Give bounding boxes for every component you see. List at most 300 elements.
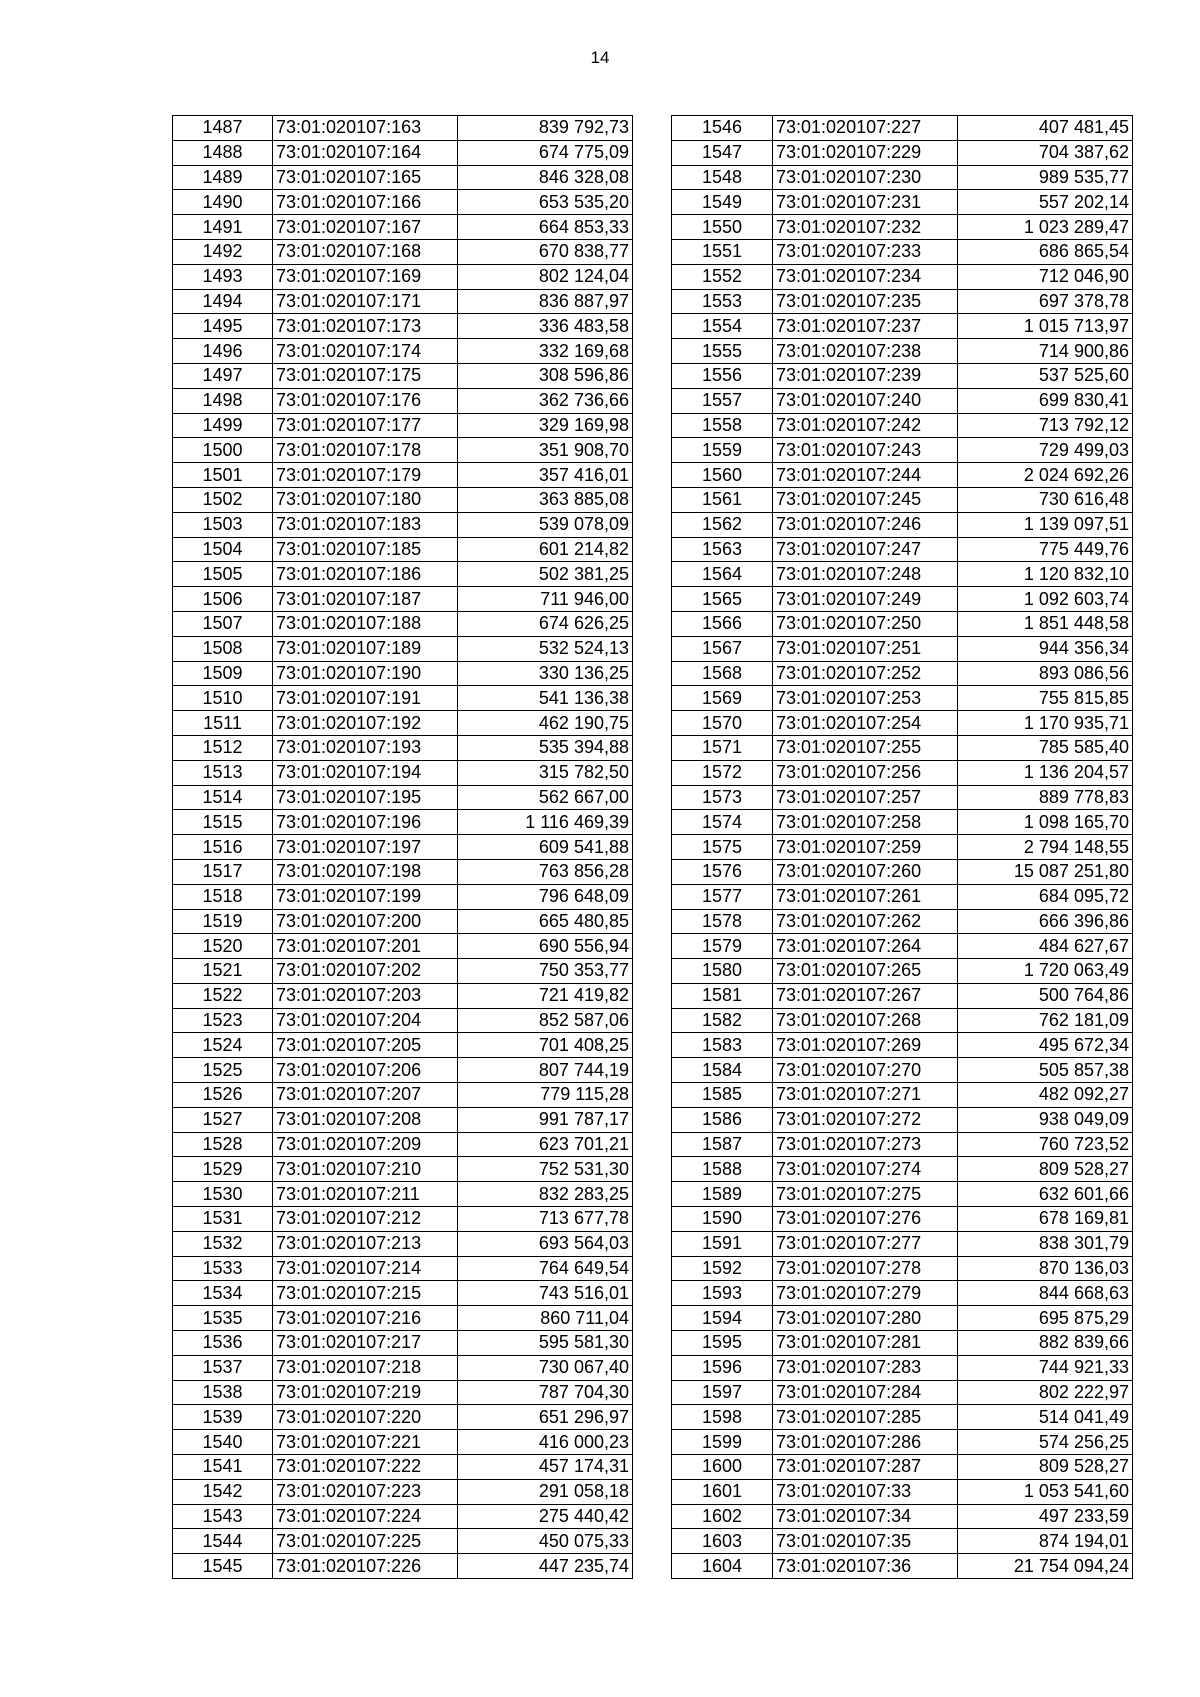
table-row	[173, 537, 633, 562]
row-number-cell: 1514	[173, 785, 273, 810]
value-cell: 670 838,77	[458, 239, 633, 264]
value-cell: 609 541,88	[458, 835, 633, 860]
row-number-cell: 1506	[173, 587, 273, 612]
cadastral-number-cell: 73:01:020107:283	[773, 1355, 958, 1380]
row-number-cell: 1538	[173, 1380, 273, 1405]
row-number-cell: 1493	[173, 264, 273, 289]
value-cell: 595 581,30	[458, 1331, 633, 1356]
row-number-cell: 1570	[672, 711, 773, 736]
table-row	[672, 1529, 1133, 1554]
cadastral-number-cell: 73:01:020107:273	[773, 1132, 958, 1157]
row-number-cell: 1495	[173, 314, 273, 339]
cadastral-number-cell: 73:01:020107:254	[773, 711, 958, 736]
cadastral-number-cell: 73:01:020107:252	[773, 661, 958, 686]
value-cell: 1 015 713,97	[958, 314, 1133, 339]
row-number-cell: 1584	[672, 1058, 773, 1083]
row-number-cell: 1524	[173, 1033, 273, 1058]
cadastral-number-cell: 73:01:020107:253	[773, 686, 958, 711]
cadastral-number-cell: 73:01:020107:223	[273, 1479, 458, 1504]
table-row	[173, 463, 633, 488]
table-row	[672, 1405, 1133, 1430]
cadastral-number-cell: 73:01:020107:268	[773, 1008, 958, 1033]
value-cell: 839 792,73	[458, 116, 633, 141]
table-row	[672, 1207, 1133, 1232]
value-cell: 701 408,25	[458, 1033, 633, 1058]
row-number-cell: 1598	[672, 1405, 773, 1430]
row-number-cell: 1504	[173, 537, 273, 562]
value-cell: 844 668,63	[958, 1281, 1133, 1306]
value-cell: 601 214,82	[458, 537, 633, 562]
table-row	[672, 1554, 1133, 1579]
value-cell: 362 736,66	[458, 388, 633, 413]
cadastral-number-cell: 73:01:020107:259	[773, 835, 958, 860]
row-number-cell: 1518	[173, 884, 273, 909]
table-row	[672, 884, 1133, 909]
row-number-cell: 1543	[173, 1504, 273, 1529]
table-row	[173, 1355, 633, 1380]
cadastral-number-cell: 73:01:020107:200	[273, 909, 458, 934]
cadastral-number-cell: 73:01:020107:232	[773, 215, 958, 240]
value-cell: 1 851 448,58	[958, 611, 1133, 636]
row-number-cell: 1546	[672, 116, 773, 141]
value-cell: 275 440,42	[458, 1504, 633, 1529]
cadastral-number-cell: 73:01:020107:166	[273, 190, 458, 215]
value-cell: 457 174,31	[458, 1455, 633, 1480]
cadastral-number-cell: 73:01:020107:224	[273, 1504, 458, 1529]
row-number-cell: 1568	[672, 661, 773, 686]
cadastral-number-cell: 73:01:020107:33	[773, 1479, 958, 1504]
row-number-cell: 1567	[672, 636, 773, 661]
value-cell: 860 711,04	[458, 1306, 633, 1331]
row-number-cell: 1595	[672, 1331, 773, 1356]
row-number-cell: 1557	[672, 388, 773, 413]
cadastral-number-cell: 73:01:020107:215	[273, 1281, 458, 1306]
value-cell: 2 794 148,55	[958, 835, 1133, 860]
row-number-cell: 1545	[173, 1554, 273, 1579]
value-cell: 1 170 935,71	[958, 711, 1133, 736]
row-number-cell: 1560	[672, 463, 773, 488]
row-number-cell: 1590	[672, 1207, 773, 1232]
value-cell: 674 775,09	[458, 140, 633, 165]
cadastral-number-cell: 73:01:020107:167	[273, 215, 458, 240]
cadastral-number-cell: 73:01:020107:177	[273, 413, 458, 438]
cadastral-number-cell: 73:01:020107:231	[773, 190, 958, 215]
table-row	[173, 611, 633, 636]
cadastral-number-cell: 73:01:020107:186	[273, 562, 458, 587]
row-number-cell: 1597	[672, 1380, 773, 1405]
cadastral-number-cell: 73:01:020107:36	[773, 1554, 958, 1579]
row-number-cell: 1586	[672, 1107, 773, 1132]
row-number-cell: 1599	[672, 1430, 773, 1455]
cadastral-number-cell: 73:01:020107:179	[273, 463, 458, 488]
value-cell: 787 704,30	[458, 1380, 633, 1405]
cadastral-number-cell: 73:01:020107:277	[773, 1231, 958, 1256]
row-number-cell: 1494	[173, 289, 273, 314]
value-cell: 336 483,58	[458, 314, 633, 339]
table-row	[672, 983, 1133, 1008]
row-number-cell: 1594	[672, 1306, 773, 1331]
table-row	[173, 909, 633, 934]
row-number-cell: 1601	[672, 1479, 773, 1504]
row-number-cell: 1532	[173, 1231, 273, 1256]
cadastral-number-cell: 73:01:020107:275	[773, 1182, 958, 1207]
table-row	[672, 438, 1133, 463]
cadastral-number-cell: 73:01:020107:218	[273, 1355, 458, 1380]
value-cell: 315 782,50	[458, 760, 633, 785]
cadastral-number-cell: 73:01:020107:164	[273, 140, 458, 165]
cadastral-number-cell: 73:01:020107:256	[773, 760, 958, 785]
value-cell: 807 744,19	[458, 1058, 633, 1083]
cadastral-number-cell: 73:01:020107:234	[773, 264, 958, 289]
cadastral-number-cell: 73:01:020107:209	[273, 1132, 458, 1157]
table-row	[672, 1306, 1133, 1331]
table-row	[173, 239, 633, 264]
row-number-cell: 1587	[672, 1132, 773, 1157]
value-cell: 532 524,13	[458, 636, 633, 661]
row-number-cell: 1499	[173, 413, 273, 438]
cadastral-number-cell: 73:01:020107:249	[773, 587, 958, 612]
table-row	[672, 1033, 1133, 1058]
table-row	[672, 1504, 1133, 1529]
cadastral-number-cell: 73:01:020107:280	[773, 1306, 958, 1331]
cadastral-number-cell: 73:01:020107:260	[773, 859, 958, 884]
cadastral-number-cell: 73:01:020107:272	[773, 1107, 958, 1132]
table-row	[672, 1083, 1133, 1108]
cadastral-number-cell: 73:01:020107:176	[273, 388, 458, 413]
row-number-cell: 1572	[672, 760, 773, 785]
table-row	[672, 215, 1133, 240]
cadastral-number-cell: 73:01:020107:222	[273, 1455, 458, 1480]
table-row	[173, 1083, 633, 1108]
cadastral-number-cell: 73:01:020107:171	[273, 289, 458, 314]
cadastral-number-cell: 73:01:020107:230	[773, 165, 958, 190]
row-number-cell: 1565	[672, 587, 773, 612]
row-number-cell: 1603	[672, 1529, 773, 1554]
table-row	[173, 388, 633, 413]
row-number-cell: 1558	[672, 413, 773, 438]
table-row	[672, 314, 1133, 339]
table-row	[672, 165, 1133, 190]
value-cell: 695 875,29	[958, 1306, 1133, 1331]
value-cell: 944 356,34	[958, 636, 1133, 661]
value-cell: 775 449,76	[958, 537, 1133, 562]
cadastral-number-cell: 73:01:020107:163	[273, 116, 458, 141]
row-number-cell: 1490	[173, 190, 273, 215]
value-cell: 743 516,01	[458, 1281, 633, 1306]
cadastral-number-cell: 73:01:020107:192	[273, 711, 458, 736]
row-number-cell: 1498	[173, 388, 273, 413]
cadastral-number-cell: 73:01:020107:199	[273, 884, 458, 909]
row-number-cell: 1592	[672, 1256, 773, 1281]
row-number-cell: 1552	[672, 264, 773, 289]
table-row	[173, 1405, 633, 1430]
cadastral-number-cell: 73:01:020107:238	[773, 339, 958, 364]
value-cell: 852 587,06	[458, 1008, 633, 1033]
value-cell: 1 720 063,49	[958, 959, 1133, 984]
cadastral-number-cell: 73:01:020107:248	[773, 562, 958, 587]
cadastral-number-cell: 73:01:020107:211	[273, 1182, 458, 1207]
row-number-cell: 1525	[173, 1058, 273, 1083]
row-number-cell: 1569	[672, 686, 773, 711]
value-cell: 699 830,41	[958, 388, 1133, 413]
row-number-cell: 1517	[173, 859, 273, 884]
cadastral-number-cell: 73:01:020107:188	[273, 611, 458, 636]
value-cell: 330 136,25	[458, 661, 633, 686]
value-cell: 416 000,23	[458, 1430, 633, 1455]
value-cell: 762 181,09	[958, 1008, 1133, 1033]
row-number-cell: 1542	[173, 1479, 273, 1504]
table-row	[672, 711, 1133, 736]
cadastral-number-cell: 73:01:020107:205	[273, 1033, 458, 1058]
row-number-cell: 1564	[672, 562, 773, 587]
table-row	[173, 835, 633, 860]
table-row	[173, 1132, 633, 1157]
table-row	[173, 215, 633, 240]
row-number-cell: 1508	[173, 636, 273, 661]
value-cell: 730 067,40	[458, 1355, 633, 1380]
table-row	[672, 413, 1133, 438]
row-number-cell: 1553	[672, 289, 773, 314]
value-cell: 329 169,98	[458, 413, 633, 438]
cadastral-number-cell: 73:01:020107:210	[273, 1157, 458, 1182]
value-cell: 21 754 094,24	[958, 1554, 1133, 1579]
table-body	[672, 116, 1133, 1579]
cadastral-number-cell: 73:01:020107:221	[273, 1430, 458, 1455]
table-row	[173, 1033, 633, 1058]
row-number-cell: 1549	[672, 190, 773, 215]
cadastral-number-cell: 73:01:020107:240	[773, 388, 958, 413]
cadastral-number-cell: 73:01:020107:262	[773, 909, 958, 934]
value-cell: 730 616,48	[958, 487, 1133, 512]
value-cell: 809 528,27	[958, 1455, 1133, 1480]
value-cell: 836 887,97	[458, 289, 633, 314]
table-row	[173, 810, 633, 835]
row-number-cell: 1581	[672, 983, 773, 1008]
table-row	[173, 1504, 633, 1529]
row-number-cell: 1537	[173, 1355, 273, 1380]
value-cell: 882 839,66	[958, 1331, 1133, 1356]
table-row	[173, 1107, 633, 1132]
table-row	[672, 388, 1133, 413]
table-row	[672, 735, 1133, 760]
table-row	[672, 934, 1133, 959]
row-number-cell: 1589	[672, 1182, 773, 1207]
cadastral-number-cell: 73:01:020107:247	[773, 537, 958, 562]
table-row	[672, 562, 1133, 587]
value-cell: 562 667,00	[458, 785, 633, 810]
row-number-cell: 1520	[173, 934, 273, 959]
table-row	[173, 363, 633, 388]
row-number-cell: 1544	[173, 1529, 273, 1554]
row-number-cell: 1539	[173, 1405, 273, 1430]
table-row	[173, 116, 633, 141]
row-number-cell: 1577	[672, 884, 773, 909]
table-row	[173, 339, 633, 364]
cadastral-number-cell: 73:01:020107:284	[773, 1380, 958, 1405]
table-row	[173, 1008, 633, 1033]
cadastral-number-cell: 73:01:020107:208	[273, 1107, 458, 1132]
value-cell: 779 115,28	[458, 1083, 633, 1108]
cadastral-number-cell: 73:01:020107:242	[773, 413, 958, 438]
cadastral-number-cell: 73:01:020107:195	[273, 785, 458, 810]
row-number-cell: 1559	[672, 438, 773, 463]
row-number-cell: 1556	[672, 363, 773, 388]
cadastral-number-cell: 73:01:020107:255	[773, 735, 958, 760]
value-cell: 704 387,62	[958, 140, 1133, 165]
row-number-cell: 1588	[672, 1157, 773, 1182]
table-row	[672, 1455, 1133, 1480]
table-row	[672, 1132, 1133, 1157]
value-cell: 989 535,77	[958, 165, 1133, 190]
row-number-cell: 1513	[173, 760, 273, 785]
value-cell: 796 648,09	[458, 884, 633, 909]
table-row	[173, 983, 633, 1008]
value-cell: 447 235,74	[458, 1554, 633, 1579]
table-row	[672, 487, 1133, 512]
row-number-cell: 1500	[173, 438, 273, 463]
cadastral-number-cell: 73:01:020107:174	[273, 339, 458, 364]
table-row	[672, 463, 1133, 488]
value-cell: 651 296,97	[458, 1405, 633, 1430]
table-row	[672, 760, 1133, 785]
row-number-cell: 1578	[672, 909, 773, 934]
cadastral-number-cell: 73:01:020107:183	[273, 512, 458, 537]
value-cell: 697 378,78	[958, 289, 1133, 314]
cadastral-number-cell: 73:01:020107:213	[273, 1231, 458, 1256]
table-row	[173, 1182, 633, 1207]
cadastral-number-cell: 73:01:020107:191	[273, 686, 458, 711]
cadastral-number-cell: 73:01:020107:267	[773, 983, 958, 1008]
cadastral-number-cell: 73:01:020107:246	[773, 512, 958, 537]
row-number-cell: 1591	[672, 1231, 773, 1256]
value-cell: 684 095,72	[958, 884, 1133, 909]
table-row	[173, 165, 633, 190]
value-cell: 632 601,66	[958, 1182, 1133, 1207]
row-number-cell: 1547	[672, 140, 773, 165]
table-row	[173, 686, 633, 711]
value-cell: 755 815,85	[958, 686, 1133, 711]
value-cell: 760 723,52	[958, 1132, 1133, 1157]
value-cell: 712 046,90	[958, 264, 1133, 289]
cadastral-number-cell: 73:01:020107:229	[773, 140, 958, 165]
value-cell: 846 328,08	[458, 165, 633, 190]
table-row	[173, 1380, 633, 1405]
value-cell: 502 381,25	[458, 562, 633, 587]
row-number-cell: 1523	[173, 1008, 273, 1033]
cadastral-number-cell: 73:01:020107:257	[773, 785, 958, 810]
table-row	[173, 760, 633, 785]
cadastral-number-cell: 73:01:020107:233	[773, 239, 958, 264]
cadastral-number-cell: 73:01:020107:239	[773, 363, 958, 388]
table-row	[173, 190, 633, 215]
row-number-cell: 1536	[173, 1331, 273, 1356]
table-row	[672, 1430, 1133, 1455]
row-number-cell: 1585	[672, 1083, 773, 1108]
row-number-cell: 1528	[173, 1132, 273, 1157]
row-number-cell: 1540	[173, 1430, 273, 1455]
value-cell: 495 672,34	[958, 1033, 1133, 1058]
cadastral-number-cell: 73:01:020107:264	[773, 934, 958, 959]
value-cell: 674 626,25	[458, 611, 633, 636]
value-cell: 407 481,45	[958, 116, 1133, 141]
cadastral-number-cell: 73:01:020107:217	[273, 1331, 458, 1356]
cadastral-table-right	[671, 115, 1133, 1579]
value-cell: 729 499,03	[958, 438, 1133, 463]
table-row	[672, 116, 1133, 141]
cadastral-number-cell: 73:01:020107:185	[273, 537, 458, 562]
cadastral-number-cell: 73:01:020107:198	[273, 859, 458, 884]
table-row	[173, 264, 633, 289]
value-cell: 693 564,03	[458, 1231, 633, 1256]
row-number-cell: 1512	[173, 735, 273, 760]
table-row	[173, 1331, 633, 1356]
table-row	[173, 661, 633, 686]
row-number-cell: 1501	[173, 463, 273, 488]
table-row	[672, 859, 1133, 884]
table-row	[672, 1107, 1133, 1132]
row-number-cell: 1527	[173, 1107, 273, 1132]
cadastral-number-cell: 73:01:020107:261	[773, 884, 958, 909]
cadastral-number-cell: 73:01:020107:187	[273, 587, 458, 612]
table-row	[672, 785, 1133, 810]
value-cell: 450 075,33	[458, 1529, 633, 1554]
table-row	[672, 1182, 1133, 1207]
row-number-cell: 1548	[672, 165, 773, 190]
table-row	[672, 1380, 1133, 1405]
row-number-cell: 1530	[173, 1182, 273, 1207]
value-cell: 505 857,38	[958, 1058, 1133, 1083]
value-cell: 497 233,59	[958, 1504, 1133, 1529]
table-row	[672, 363, 1133, 388]
table-row	[672, 611, 1133, 636]
table-row	[672, 512, 1133, 537]
row-number-cell: 1491	[173, 215, 273, 240]
value-cell: 500 764,86	[958, 983, 1133, 1008]
table-row	[672, 1479, 1133, 1504]
table-row	[173, 711, 633, 736]
row-number-cell: 1533	[173, 1256, 273, 1281]
row-number-cell: 1509	[173, 661, 273, 686]
value-cell: 838 301,79	[958, 1231, 1133, 1256]
cadastral-number-cell: 73:01:020107:212	[273, 1207, 458, 1232]
cadastral-number-cell: 73:01:020107:225	[273, 1529, 458, 1554]
value-cell: 1 098 165,70	[958, 810, 1133, 835]
value-cell: 363 885,08	[458, 487, 633, 512]
row-number-cell: 1575	[672, 835, 773, 860]
row-number-cell: 1566	[672, 611, 773, 636]
value-cell: 713 677,78	[458, 1207, 633, 1232]
table-row	[173, 859, 633, 884]
cadastral-number-cell: 73:01:020107:190	[273, 661, 458, 686]
table-row	[672, 1355, 1133, 1380]
table-body	[173, 116, 633, 1579]
value-cell: 1 092 603,74	[958, 587, 1133, 612]
row-number-cell: 1496	[173, 339, 273, 364]
cadastral-number-cell: 73:01:020107:220	[273, 1405, 458, 1430]
value-cell: 462 190,75	[458, 711, 633, 736]
value-cell: 711 946,00	[458, 587, 633, 612]
table-row	[672, 587, 1133, 612]
value-cell: 539 078,09	[458, 512, 633, 537]
cadastral-number-cell: 73:01:020107:214	[273, 1256, 458, 1281]
cadastral-number-cell: 73:01:020107:35	[773, 1529, 958, 1554]
cadastral-number-cell: 73:01:020107:287	[773, 1455, 958, 1480]
value-cell: 1 136 204,57	[958, 760, 1133, 785]
cadastral-number-cell: 73:01:020107:178	[273, 438, 458, 463]
row-number-cell: 1510	[173, 686, 273, 711]
table-row	[672, 239, 1133, 264]
table-row	[173, 884, 633, 909]
